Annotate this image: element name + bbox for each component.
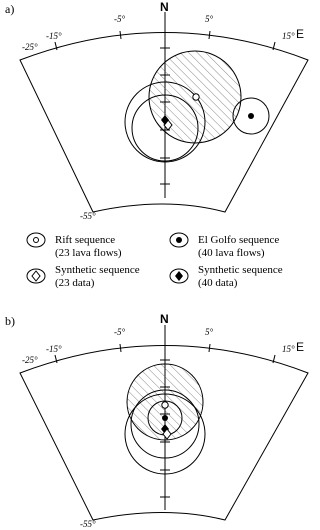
panel-b-east-label: E — [296, 340, 305, 354]
legend-rift-count: (23 lava flows) — [55, 247, 122, 259]
panel-b-el-golfo-pole-marker — [162, 415, 168, 421]
panel-a-lat-label: -55° — [80, 211, 96, 221]
panel-b-north-label: N — [160, 312, 169, 326]
panel-a-lon-label-5: 5° — [205, 14, 214, 24]
panel-a-lon-label-15: 15° — [282, 31, 295, 41]
legend-synthetic-23-title: Synthetic sequence — [55, 264, 140, 276]
legend — [27, 233, 283, 289]
panel-b-rift-pole-marker — [162, 402, 168, 408]
panel-a-north-label: N — [160, 0, 169, 14]
panel-a-label: a) — [5, 2, 15, 16]
legend-el-golfo-count: (40 lava flows) — [198, 247, 265, 259]
panel-b-lon-label-15: 15° — [282, 344, 295, 354]
panel-b-label: b) — [5, 314, 15, 328]
legend-synthetic-23-count: (23 data) — [55, 277, 95, 289]
legend-el-golfo-symbol — [176, 237, 182, 243]
panel-b-lon-label-m5: -5° — [114, 327, 126, 337]
panel-b — [5, 312, 308, 529]
panel-b-lat-label: -55° — [80, 519, 96, 529]
panel-b-lon-label-m15: -15° — [46, 344, 62, 354]
legend-el-golfo-title: El Golfo sequence — [198, 234, 280, 246]
legend-synthetic-40-count: (40 data) — [198, 277, 238, 289]
panel-a-lon-label-m15: -15° — [46, 31, 62, 41]
panel-a-el-golfo-pole-marker — [248, 113, 254, 119]
legend-rift-title: Rift sequence — [55, 234, 116, 246]
panel-b-lon-label-5: 5° — [205, 327, 214, 337]
panel-a-east-label: E — [296, 27, 305, 41]
panel-a-lon-label-m5: -5° — [114, 14, 126, 24]
panel-a-rift-pole-marker — [193, 94, 199, 100]
panel-a-lon-label-m25: -25° — [22, 42, 38, 52]
legend-rift-symbol — [34, 238, 39, 243]
panel-b-lon-label-m25: -25° — [22, 355, 38, 365]
legend-synthetic-40-title: Synthetic sequence — [198, 264, 283, 276]
panel-a — [5, 0, 308, 221]
